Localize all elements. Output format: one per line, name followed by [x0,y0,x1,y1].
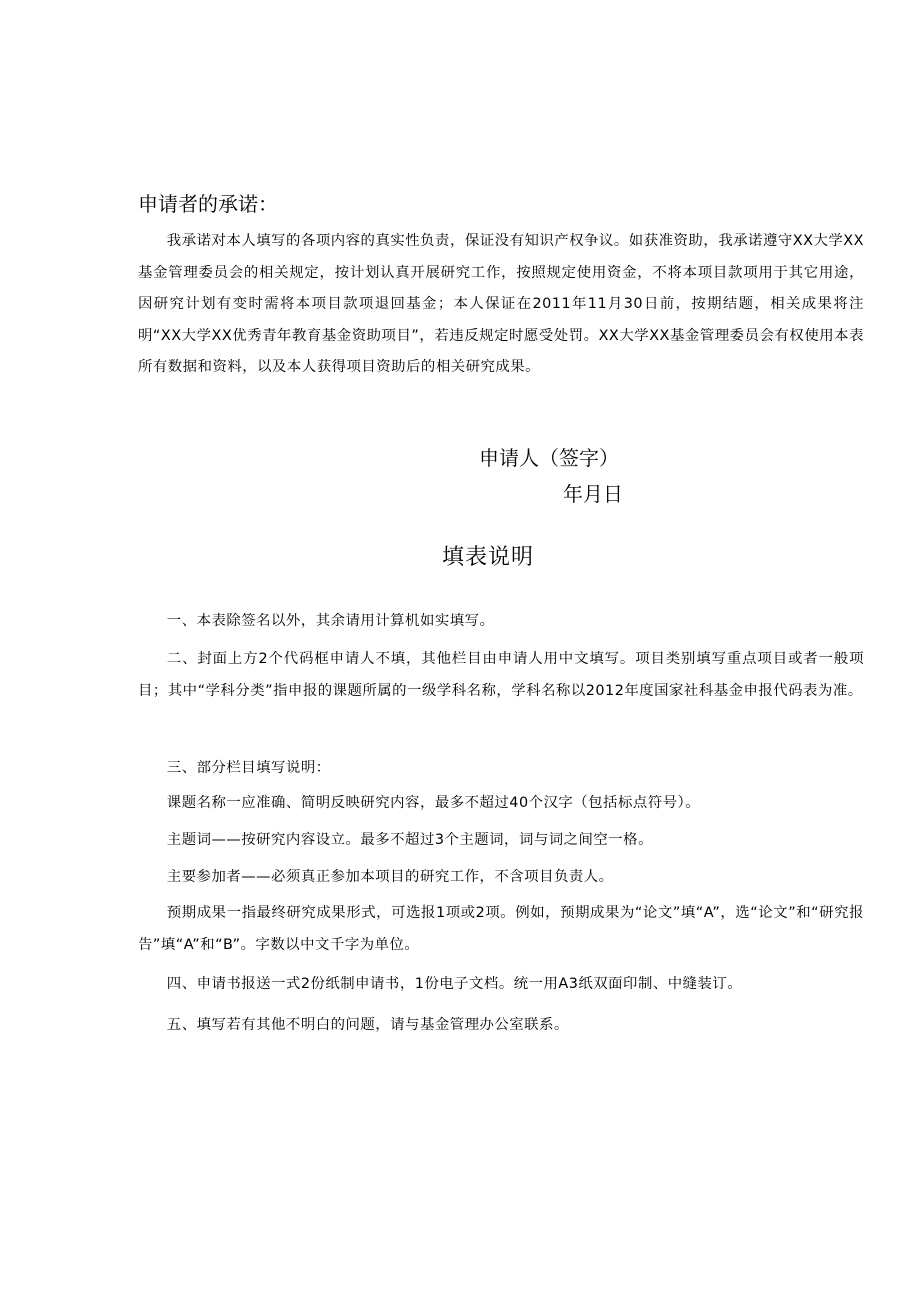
instruction-subitem-keywords: 主题词——按研究内容设立。最多不超过3个主题词，词与词之间空一格。 [166,832,653,848]
signature-date-label: 年月日 [563,482,623,506]
instruction-subitem-topic-name: 课题名称一应准确、简明反映研究内容，最多不超过40个汉字（包括标点符号）。 [166,795,701,811]
instruction-subitem-participants: 主要参加者——必须真正参加本项目的研究工作，不含项目负责人。 [166,869,614,885]
instruction-subitem-expected-results: 预期成果一指最终研究成果形式，可选报1项或2项。例如，预期成果为“论文”填“A”，选“论文”和“研究报告”填“A”和“B”。字数以中文千字为单位。 [138,905,864,953]
pledge-heading: 申请者的承诺： [138,192,278,216]
instructions-title: 填表说明 [441,545,534,570]
pledge-paragraph: 我承诺对本人填写的各项内容的真实性负责，保证没有知识产权争议。如获准资助，我承诺遵守XX大学XX基金管理委员会的相关规定，按计划认真开展研究工作，按照规定使用资金，不将本项目款项用于其它用途，因研究计划有变时需将本项目款项退回基金；本人保证在2011年11月30日前，按期结题，相关成果将注明“XX大学XX优秀青年教育基金资助项目”，若违反规定时愿受处罚。XX大学XX基金管理委员会有权使用本表所有数据和资料，以及本人获得项目资助后的相关研究成果。 [138,233,865,376]
instruction-item-4: 四、申请书报送一式2份纸制申请书，1份电子文档。统一用A3纸双面印制、中缝装订。 [166,976,743,992]
instruction-item-1: 一、本表除签名以外，其余请用计算机如实填写。 [166,613,495,629]
instruction-item-3: 三、部分栏目填写说明： [166,760,331,776]
instruction-item-5: 五、填写若有其他不明白的问题，请与基金管理办公室联系。 [166,1017,569,1033]
applicant-signature-label: 申请人（签字） [479,446,619,470]
instruction-item-2: 二、封面上方2个代码框申请人不填，其他栏目由申请人用中文填写。项目类别填写重点项目或者一般项目；其中“学科分类”指申报的课题所属的一级学科名称，学科名称以2012年度国家社科基金申报代码表为准。 [138,651,864,699]
